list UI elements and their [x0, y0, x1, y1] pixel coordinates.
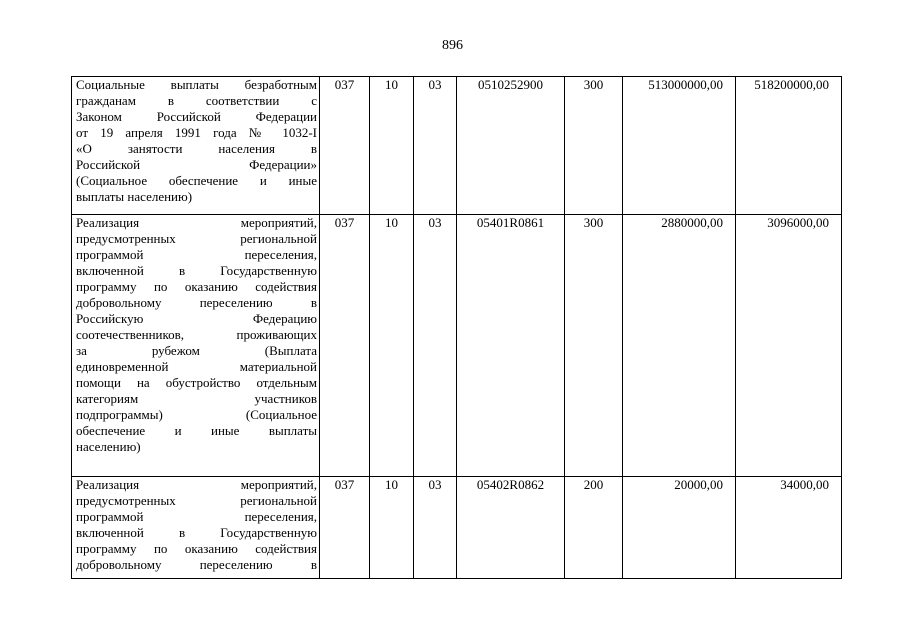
- amount-1-cell: 513000000,00: [623, 77, 736, 215]
- description-line: Российскую Федерацию: [76, 311, 317, 326]
- target-article-cell: 05401R0861: [457, 215, 565, 477]
- description-line: категориям участников: [76, 391, 317, 406]
- description-line: соотечественников, проживающих: [76, 327, 317, 342]
- ministry-code-cell: 037: [320, 215, 370, 477]
- description-line: Реализация мероприятий,: [76, 477, 317, 492]
- budget-table: [71, 76, 842, 579]
- table-row: [72, 77, 842, 215]
- amount-1-cell: 2880000,00: [623, 215, 736, 477]
- subsection-code-cell: 03: [414, 477, 457, 579]
- description-line: за рубежом (Выплата: [76, 343, 317, 358]
- description-line: (Социальное обеспечение и иные: [76, 173, 317, 188]
- amount-1-cell: 20000,00: [623, 477, 736, 579]
- table-row: [72, 477, 842, 579]
- description-line: Законом Российской Федерации: [76, 109, 317, 124]
- expense-type-cell: 200: [565, 477, 623, 579]
- subsection-code-cell: 03: [414, 215, 457, 477]
- description-line: Российской Федерации»: [76, 157, 317, 172]
- description-line: программу по оказанию содействия: [76, 541, 317, 556]
- section-code-cell: 10: [370, 77, 414, 215]
- description-line: Реализация мероприятий,: [76, 215, 317, 230]
- description-line: программу по оказанию содействия: [76, 279, 317, 294]
- description-cell: [72, 477, 320, 579]
- description-line: гражданам в соответствии с: [76, 93, 317, 108]
- description-line: от 19 апреля 1991 года № 1032-I: [76, 125, 317, 140]
- description-cell: [72, 215, 320, 477]
- amount-2-cell: 34000,00: [736, 477, 842, 579]
- ministry-code-cell: 037: [320, 77, 370, 215]
- description-line: предусмотренных региональной: [76, 493, 317, 508]
- description-line: обеспечение и иные выплаты: [76, 423, 317, 438]
- description-line: включенной в Государственную: [76, 525, 317, 540]
- amount-2-cell: 518200000,00: [736, 77, 842, 215]
- section-code-cell: 10: [370, 477, 414, 579]
- expense-type-cell: 300: [565, 77, 623, 215]
- description-line: добровольному переселению в: [76, 295, 317, 310]
- description-line: подпрограммы) (Социальное: [76, 407, 317, 422]
- description-line: предусмотренных региональной: [76, 231, 317, 246]
- target-article-cell: 0510252900: [457, 77, 565, 215]
- description-cell: [72, 77, 320, 215]
- description-line: «О занятости населения в: [76, 141, 317, 156]
- section-code-cell: 10: [370, 215, 414, 477]
- description-line: программой переселения,: [76, 247, 317, 262]
- table-row: [72, 215, 842, 477]
- page-number: 896: [442, 38, 463, 53]
- description-line: включенной в Государственную: [76, 263, 317, 278]
- description-line: выплаты населению): [76, 189, 193, 204]
- description-line: единовременной материальной: [76, 359, 317, 374]
- description-line: Социальные выплаты безработным: [76, 77, 317, 92]
- description-line: помощи на обустройство отдельным: [76, 375, 317, 390]
- description-line: программой переселения,: [76, 509, 317, 524]
- target-article-cell: 05402R0862: [457, 477, 565, 579]
- ministry-code-cell: 037: [320, 477, 370, 579]
- description-line: добровольному переселению в: [76, 557, 317, 572]
- description-line: населению): [76, 439, 141, 454]
- subsection-code-cell: 03: [414, 77, 457, 215]
- expense-type-cell: 300: [565, 215, 623, 477]
- amount-2-cell: 3096000,00: [736, 215, 842, 477]
